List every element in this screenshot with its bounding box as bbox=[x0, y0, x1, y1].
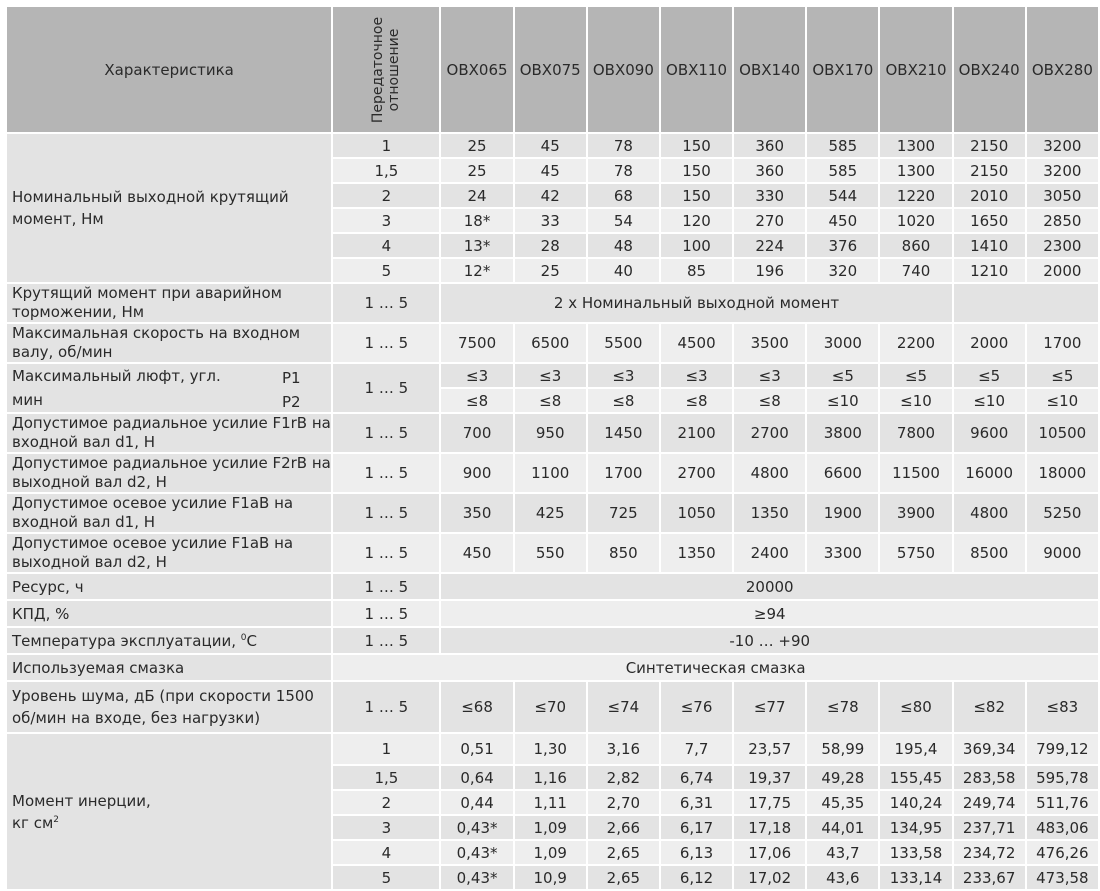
value-cell: ≤3 bbox=[661, 364, 732, 387]
value-cell: ≤74 bbox=[588, 682, 659, 732]
ratio-cell: 1 … 5 bbox=[333, 601, 439, 626]
value-cell: 2700 bbox=[661, 454, 732, 492]
model-header: OBX280 bbox=[1027, 7, 1098, 132]
value-cell: 1100 bbox=[515, 454, 586, 492]
force-label: Допустимое радиальное усилие F1rB на входной вал d1, Н bbox=[7, 414, 331, 452]
inertia-unit-sup: 2 bbox=[53, 814, 60, 825]
value-cell: 133,58 bbox=[880, 841, 951, 864]
value-cell: 13* bbox=[441, 234, 512, 257]
value-cell: 2000 bbox=[1027, 259, 1098, 282]
value-cell: 17,75 bbox=[734, 791, 805, 814]
inertia-unit: кг см bbox=[12, 813, 54, 832]
value-cell: 10500 bbox=[1027, 414, 1098, 452]
value-cell: 6,17 bbox=[661, 816, 732, 839]
value-cell: 2400 bbox=[734, 534, 805, 572]
value-cell: 8500 bbox=[954, 534, 1025, 572]
ratio-cell: 4 bbox=[333, 234, 439, 257]
value-cell: 11500 bbox=[880, 454, 951, 492]
inertia-label-line1: Момент инерции, bbox=[12, 791, 151, 810]
value-cell: 369,34 bbox=[954, 734, 1025, 764]
value-cell: 12* bbox=[441, 259, 512, 282]
inertia-label bbox=[7, 734, 331, 889]
value-cell: 45 bbox=[515, 159, 586, 182]
value-cell: 360 bbox=[734, 134, 805, 157]
value-cell: ≤10 bbox=[1027, 389, 1098, 412]
value-cell: ≤77 bbox=[734, 682, 805, 732]
value-cell: 16000 bbox=[954, 454, 1025, 492]
value-cell: 2700 bbox=[734, 414, 805, 452]
value-cell: 233,67 bbox=[954, 866, 1025, 889]
ratio-cell: 5 bbox=[333, 866, 439, 889]
value-cell: 2100 bbox=[661, 414, 732, 452]
value-cell: 25 bbox=[441, 134, 512, 157]
value-cell: 376 bbox=[807, 234, 878, 257]
ratio-cell: 1,5 bbox=[333, 766, 439, 789]
header-characteristic: Характеристика bbox=[7, 7, 331, 132]
temperature-label-unit: С bbox=[246, 631, 257, 650]
ratio-cell: 4 bbox=[333, 841, 439, 864]
value-cell: 18* bbox=[441, 209, 512, 232]
value-cell: 78 bbox=[588, 159, 659, 182]
value-cell: ≤5 bbox=[880, 364, 951, 387]
model-header: OBX075 bbox=[515, 7, 586, 132]
value-cell: 550 bbox=[515, 534, 586, 572]
resource-value: 20000 bbox=[441, 574, 1098, 599]
value-cell: 17,02 bbox=[734, 866, 805, 889]
value-cell: 28 bbox=[515, 234, 586, 257]
efficiency-value: ≥94 bbox=[441, 601, 1098, 626]
value-cell: 196 bbox=[734, 259, 805, 282]
model-header: OBX170 bbox=[807, 7, 878, 132]
value-cell: 18000 bbox=[1027, 454, 1098, 492]
value-cell: 3200 bbox=[1027, 159, 1098, 182]
header-ratio bbox=[333, 7, 439, 132]
lubricant-label: Используемая смазка bbox=[7, 655, 331, 680]
value-cell: 725 bbox=[588, 494, 659, 532]
noise-row bbox=[7, 682, 1098, 732]
value-cell: ≤80 bbox=[880, 682, 951, 732]
value-cell: 2,66 bbox=[588, 816, 659, 839]
value-cell: 0,43* bbox=[441, 866, 512, 889]
temperature-label bbox=[7, 628, 331, 653]
header-row bbox=[7, 7, 1098, 132]
lubricant-value: Синтетическая смазка bbox=[333, 655, 1098, 680]
value-cell: 2300 bbox=[1027, 234, 1098, 257]
ratio-cell: 1 … 5 bbox=[333, 682, 439, 732]
model-header: OBX140 bbox=[734, 7, 805, 132]
value-cell: 5250 bbox=[1027, 494, 1098, 532]
value-cell: 6,74 bbox=[661, 766, 732, 789]
value-cell: 6,13 bbox=[661, 841, 732, 864]
value-cell: 25 bbox=[515, 259, 586, 282]
temperature-value: -10 … +90 bbox=[441, 628, 1098, 653]
ratio-cell: 1 … 5 bbox=[333, 414, 439, 452]
value-cell: 45,35 bbox=[807, 791, 878, 814]
ratio-header-text bbox=[370, 16, 402, 122]
value-cell: 17,18 bbox=[734, 816, 805, 839]
ratio-cell: 2 bbox=[333, 791, 439, 814]
value-cell: 9000 bbox=[1027, 534, 1098, 572]
value-cell: 4800 bbox=[734, 454, 805, 492]
value-cell: 270 bbox=[734, 209, 805, 232]
value-cell: 40 bbox=[588, 259, 659, 282]
ratio-cell: 5 bbox=[333, 259, 439, 282]
value-cell: 900 bbox=[441, 454, 512, 492]
value-cell: 68 bbox=[588, 184, 659, 207]
value-cell: 330 bbox=[734, 184, 805, 207]
value-cell: 0,43* bbox=[441, 816, 512, 839]
value-cell: 234,72 bbox=[954, 841, 1025, 864]
value-cell: 19,37 bbox=[734, 766, 805, 789]
value-cell: 10,9 bbox=[515, 866, 586, 889]
value-cell: 850 bbox=[588, 534, 659, 572]
value-cell: 2,82 bbox=[588, 766, 659, 789]
value-cell: 155,45 bbox=[880, 766, 951, 789]
value-cell: 224 bbox=[734, 234, 805, 257]
model-header: OBX240 bbox=[954, 7, 1025, 132]
model-header: OBX110 bbox=[661, 7, 732, 132]
backlash-label bbox=[7, 364, 331, 412]
empty-cell bbox=[954, 284, 1098, 322]
value-cell: 100 bbox=[661, 234, 732, 257]
value-cell: 1410 bbox=[954, 234, 1025, 257]
value-cell: 5750 bbox=[880, 534, 951, 572]
value-cell: 54 bbox=[588, 209, 659, 232]
max-speed-label: Максимальная скорость на входном валу, об/мин bbox=[7, 324, 331, 362]
backlash-row bbox=[7, 364, 1098, 387]
value-cell: ≤76 bbox=[661, 682, 732, 732]
value-cell: 43,6 bbox=[807, 866, 878, 889]
value-cell: 1,30 bbox=[515, 734, 586, 764]
ratio-cell: 1 … 5 bbox=[333, 324, 439, 362]
value-cell: ≤10 bbox=[807, 389, 878, 412]
value-cell: 17,06 bbox=[734, 841, 805, 864]
value-cell: 134,95 bbox=[880, 816, 951, 839]
value-cell: 2200 bbox=[880, 324, 951, 362]
ratio-cell: 1 bbox=[333, 134, 439, 157]
emergency-label: Крутящий момент при аварийном торможении, Нм bbox=[7, 284, 331, 322]
value-cell: ≤3 bbox=[515, 364, 586, 387]
value-cell: 1050 bbox=[661, 494, 732, 532]
value-cell: 120 bbox=[661, 209, 732, 232]
value-cell: 1,11 bbox=[515, 791, 586, 814]
value-cell: 7800 bbox=[880, 414, 951, 452]
value-cell: 3050 bbox=[1027, 184, 1098, 207]
force-row bbox=[7, 414, 1098, 452]
value-cell: 24 bbox=[441, 184, 512, 207]
ratio-header-line2: отношение bbox=[386, 28, 403, 111]
value-cell: 860 bbox=[880, 234, 951, 257]
backlash-p2-label: P2 bbox=[282, 393, 301, 411]
value-cell: 1350 bbox=[734, 494, 805, 532]
value-cell: 544 bbox=[807, 184, 878, 207]
value-cell: 78 bbox=[588, 134, 659, 157]
torque-row bbox=[7, 134, 1098, 157]
value-cell: ≤5 bbox=[1027, 364, 1098, 387]
model-header: OBX090 bbox=[588, 7, 659, 132]
value-cell: 0,43* bbox=[441, 841, 512, 864]
value-cell: 4800 bbox=[954, 494, 1025, 532]
value-cell: 2,65 bbox=[588, 841, 659, 864]
value-cell: 1700 bbox=[1027, 324, 1098, 362]
value-cell: 9600 bbox=[954, 414, 1025, 452]
value-cell: 45 bbox=[515, 134, 586, 157]
value-cell: 33 bbox=[515, 209, 586, 232]
value-cell: 3300 bbox=[807, 534, 878, 572]
ratio-cell: 1 … 5 bbox=[333, 494, 439, 532]
value-cell: 585 bbox=[807, 159, 878, 182]
value-cell: 3800 bbox=[807, 414, 878, 452]
value-cell: 0,64 bbox=[441, 766, 512, 789]
value-cell: 450 bbox=[807, 209, 878, 232]
ratio-header-line1: Передаточное bbox=[370, 16, 387, 123]
value-cell: 6,12 bbox=[661, 866, 732, 889]
value-cell: 25 bbox=[441, 159, 512, 182]
value-cell: 360 bbox=[734, 159, 805, 182]
value-cell: 1,09 bbox=[515, 841, 586, 864]
value-cell: 140,24 bbox=[880, 791, 951, 814]
value-cell: ≤78 bbox=[807, 682, 878, 732]
value-cell: 1020 bbox=[880, 209, 951, 232]
ratio-cell: 1 … 5 bbox=[333, 364, 439, 412]
value-cell: 85 bbox=[661, 259, 732, 282]
model-header: OBX065 bbox=[441, 7, 512, 132]
value-cell: ≤8 bbox=[661, 389, 732, 412]
value-cell: 1450 bbox=[588, 414, 659, 452]
value-cell: 5500 bbox=[588, 324, 659, 362]
value-cell: 1220 bbox=[880, 184, 951, 207]
efficiency-row bbox=[7, 601, 1098, 626]
spec-table-body bbox=[7, 7, 1098, 889]
value-cell: ≤8 bbox=[588, 389, 659, 412]
value-cell: ≤3 bbox=[441, 364, 512, 387]
ratio-cell: 1 … 5 bbox=[333, 574, 439, 599]
value-cell: 799,12 bbox=[1027, 734, 1098, 764]
ratio-cell: 3 bbox=[333, 209, 439, 232]
value-cell: ≤10 bbox=[954, 389, 1025, 412]
value-cell: 48 bbox=[588, 234, 659, 257]
value-cell: ≤5 bbox=[807, 364, 878, 387]
ratio-cell: 1 bbox=[333, 734, 439, 764]
value-cell: ≤68 bbox=[441, 682, 512, 732]
ratio-cell: 3 bbox=[333, 816, 439, 839]
value-cell: ≤8 bbox=[441, 389, 512, 412]
value-cell: 133,14 bbox=[880, 866, 951, 889]
force-label: Допустимое радиальное усилие F2rB на выходной вал d2, Н bbox=[7, 454, 331, 492]
value-cell: 43,7 bbox=[807, 841, 878, 864]
value-cell: 950 bbox=[515, 414, 586, 452]
value-cell: ≤3 bbox=[588, 364, 659, 387]
value-cell: 700 bbox=[441, 414, 512, 452]
value-cell: ≤82 bbox=[954, 682, 1025, 732]
max-speed-row bbox=[7, 324, 1098, 362]
force-row bbox=[7, 534, 1098, 572]
temperature-label-text: Температура эксплуатации, bbox=[12, 631, 241, 650]
value-cell: 2,70 bbox=[588, 791, 659, 814]
value-cell: 1300 bbox=[880, 134, 951, 157]
value-cell: 195,4 bbox=[880, 734, 951, 764]
backlash-label-text: Максимальный люфт, угл. мин bbox=[12, 367, 221, 409]
lubricant-row bbox=[7, 655, 1098, 680]
value-cell: 7500 bbox=[441, 324, 512, 362]
value-cell: 2,65 bbox=[588, 866, 659, 889]
ratio-cell: 1 … 5 bbox=[333, 534, 439, 572]
value-cell: 473,58 bbox=[1027, 866, 1098, 889]
value-cell: ≤83 bbox=[1027, 682, 1098, 732]
value-cell: 1900 bbox=[807, 494, 878, 532]
torque-label: Номинальный выходной крутящий момент, Нм bbox=[7, 134, 331, 282]
value-cell: 320 bbox=[807, 259, 878, 282]
value-cell: ≤3 bbox=[734, 364, 805, 387]
inertia-label-line2 bbox=[12, 812, 331, 834]
noise-label: Уровень шума, дБ (при скорости 1500 об/мин на входе, без нагрузки) bbox=[7, 682, 331, 732]
value-cell: 2000 bbox=[954, 324, 1025, 362]
value-cell: 237,71 bbox=[954, 816, 1025, 839]
value-cell: ≤70 bbox=[515, 682, 586, 732]
value-cell: 0,44 bbox=[441, 791, 512, 814]
efficiency-label: КПД, % bbox=[7, 601, 331, 626]
resource-label: Ресурс, ч bbox=[7, 574, 331, 599]
force-row bbox=[7, 454, 1098, 492]
value-cell: 0,51 bbox=[441, 734, 512, 764]
value-cell: 58,99 bbox=[807, 734, 878, 764]
value-cell: ≤10 bbox=[880, 389, 951, 412]
force-label: Допустимое осевое усилие F1aB на выходной вал d2, Н bbox=[7, 534, 331, 572]
value-cell: 6500 bbox=[515, 324, 586, 362]
value-cell: 476,26 bbox=[1027, 841, 1098, 864]
force-label: Допустимое осевое усилие F1aB на входной вал d1, Н bbox=[7, 494, 331, 532]
value-cell: 6,31 bbox=[661, 791, 732, 814]
value-cell: 3200 bbox=[1027, 134, 1098, 157]
force-row bbox=[7, 494, 1098, 532]
model-header: OBX210 bbox=[880, 7, 951, 132]
value-cell: ≤8 bbox=[515, 389, 586, 412]
value-cell: 2150 bbox=[954, 159, 1025, 182]
value-cell: 42 bbox=[515, 184, 586, 207]
value-cell: 1700 bbox=[588, 454, 659, 492]
value-cell: 1,09 bbox=[515, 816, 586, 839]
emergency-value: 2 x Номинальный выходной момент bbox=[441, 284, 951, 322]
value-cell: 150 bbox=[661, 134, 732, 157]
value-cell: 3500 bbox=[734, 324, 805, 362]
value-cell: 3000 bbox=[807, 324, 878, 362]
value-cell: 1300 bbox=[880, 159, 951, 182]
value-cell: 450 bbox=[441, 534, 512, 572]
ratio-cell: 1 … 5 bbox=[333, 628, 439, 653]
value-cell: 1350 bbox=[661, 534, 732, 572]
value-cell: ≤8 bbox=[734, 389, 805, 412]
ratio-cell: 1 … 5 bbox=[333, 454, 439, 492]
ratio-cell: 1,5 bbox=[333, 159, 439, 182]
resource-row bbox=[7, 574, 1098, 599]
ratio-cell: 2 bbox=[333, 184, 439, 207]
value-cell: 483,06 bbox=[1027, 816, 1098, 839]
value-cell: 49,28 bbox=[807, 766, 878, 789]
value-cell: 2850 bbox=[1027, 209, 1098, 232]
value-cell: 2010 bbox=[954, 184, 1025, 207]
value-cell: 595,78 bbox=[1027, 766, 1098, 789]
value-cell: 23,57 bbox=[734, 734, 805, 764]
value-cell: 740 bbox=[880, 259, 951, 282]
value-cell: 3,16 bbox=[588, 734, 659, 764]
backlash-p1-label: P1 bbox=[282, 369, 301, 387]
value-cell: 6600 bbox=[807, 454, 878, 492]
value-cell: 150 bbox=[661, 184, 732, 207]
value-cell: 3900 bbox=[880, 494, 951, 532]
value-cell: 4500 bbox=[661, 324, 732, 362]
inertia-row bbox=[7, 734, 1098, 764]
emergency-row bbox=[7, 284, 1098, 322]
value-cell: 283,58 bbox=[954, 766, 1025, 789]
value-cell: 44,01 bbox=[807, 816, 878, 839]
value-cell: 1650 bbox=[954, 209, 1025, 232]
value-cell: ≤5 bbox=[954, 364, 1025, 387]
value-cell: 511,76 bbox=[1027, 791, 1098, 814]
value-cell: 249,74 bbox=[954, 791, 1025, 814]
temperature-label-sup: 0 bbox=[240, 632, 247, 643]
temperature-row bbox=[7, 628, 1098, 653]
value-cell: 425 bbox=[515, 494, 586, 532]
ratio-cell: 1 … 5 bbox=[333, 284, 439, 322]
value-cell: 150 bbox=[661, 159, 732, 182]
spec-table bbox=[5, 5, 1100, 891]
value-cell: 7,7 bbox=[661, 734, 732, 764]
value-cell: 350 bbox=[441, 494, 512, 532]
value-cell: 2150 bbox=[954, 134, 1025, 157]
value-cell: 585 bbox=[807, 134, 878, 157]
value-cell: 1210 bbox=[954, 259, 1025, 282]
value-cell: 1,16 bbox=[515, 766, 586, 789]
